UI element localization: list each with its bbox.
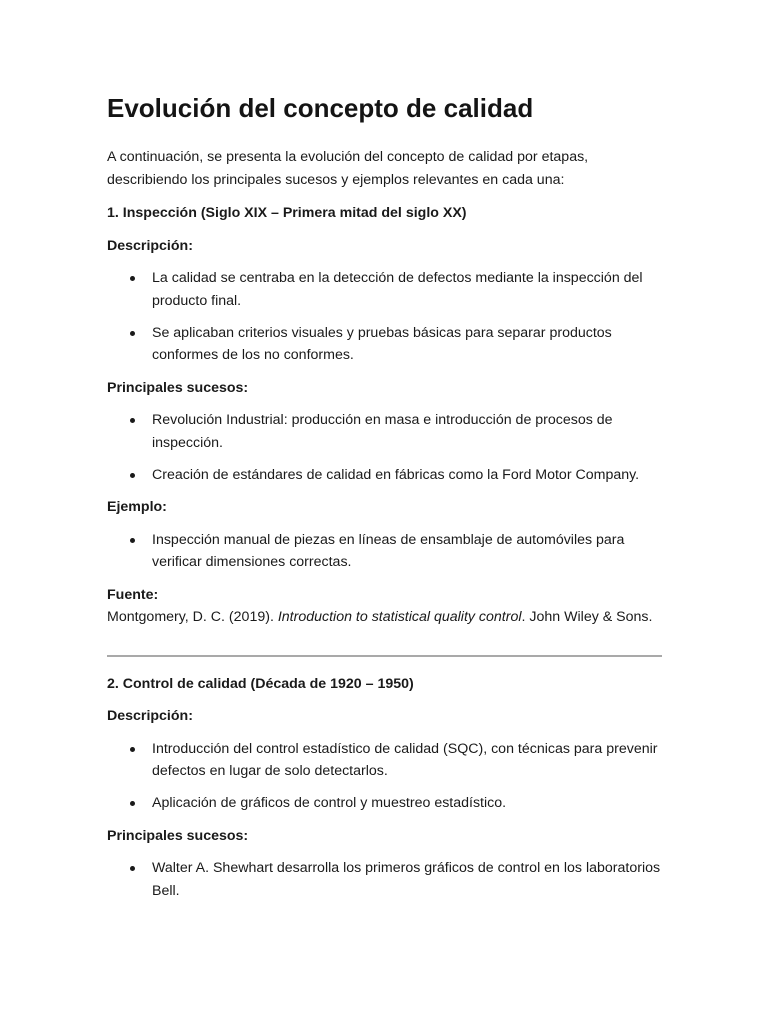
list-item-text: La calidad se centraba en la detección de defectos mediante la inspección del producto final. <box>152 270 643 309</box>
section-2-heading: 2. Control de calidad (Década de 1920 – 1950) <box>107 675 414 692</box>
intro-paragraph: A continuación, se presenta la evolución del concepto de calidad por etapas, describiendo los principales sucesos y ejemplos relevantes en cada una: <box>107 149 589 188</box>
source-publisher: . John Wiley & Sons. <box>521 609 653 625</box>
section-1-source <box>107 584 662 629</box>
bullet-icon <box>130 801 135 806</box>
section-1-description-label: Descripción: <box>107 237 193 254</box>
section-1-source-label: Fuente: <box>107 586 159 603</box>
bullet-icon <box>130 331 135 336</box>
section-2-description-list <box>107 738 662 815</box>
bullet-icon <box>130 418 135 423</box>
source-authors: Montgomery, D. C. (2019). <box>107 609 278 625</box>
section-1-events-list <box>107 409 662 486</box>
section-divider <box>107 655 662 657</box>
list-item-text: Inspección manual de piezas en líneas de ensamblaje de automóviles para verificar dimensiones correctas. <box>152 531 625 570</box>
list-item <box>107 857 662 902</box>
bullet-icon <box>130 747 135 752</box>
source-title: Introduction to statistical quality control <box>277 609 522 625</box>
section-2-events-label: Principales sucesos: <box>107 827 249 844</box>
list-item-text: Se aplicaban criterios visuales y pruebas básicas para separar productos conformes de los no conformes. <box>152 324 612 363</box>
list-item <box>107 738 662 783</box>
bullet-icon <box>130 473 135 478</box>
bullet-icon <box>130 866 135 871</box>
bullet-icon <box>130 276 135 281</box>
list-item <box>107 792 662 815</box>
list-item <box>107 322 662 367</box>
list-item <box>107 409 662 454</box>
list-item <box>107 464 662 487</box>
list-item <box>107 529 662 574</box>
section-1-example-label: Ejemplo: <box>107 499 167 515</box>
list-item-text: Revolución Industrial: producción en masa e introducción de procesos de inspección. <box>152 412 613 451</box>
section-2-events-list <box>107 857 662 902</box>
section-1-description-list <box>107 267 662 367</box>
list-item <box>107 267 662 312</box>
source-citation <box>107 606 662 629</box>
section-1-example-list <box>107 529 662 574</box>
section-1-heading: 1. Inspección (Siglo XIX – Primera mitad del siglo XX) <box>107 205 467 221</box>
section-2-description-label: Descripción: <box>107 708 193 724</box>
list-item-text: Aplicación de gráficos de control y muestreo estadístico. <box>152 795 507 811</box>
section-1-events-label: Principales sucesos: <box>107 379 249 396</box>
list-item-text: Introducción del control estadístico de calidad (SQC), con técnicas para prevenir defectos en lugar de solo detectarlos. <box>152 740 658 779</box>
page-title: Evolución del concepto de calidad <box>107 93 534 123</box>
list-item-text: Creación de estándares de calidad en fábricas como la Ford Motor Company. <box>152 466 640 483</box>
list-item-text: Walter A. Shewhart desarrolla los primeros gráficos de control en los laboratorios Bell. <box>152 860 661 899</box>
document-page <box>107 88 662 912</box>
bullet-icon <box>130 538 135 543</box>
